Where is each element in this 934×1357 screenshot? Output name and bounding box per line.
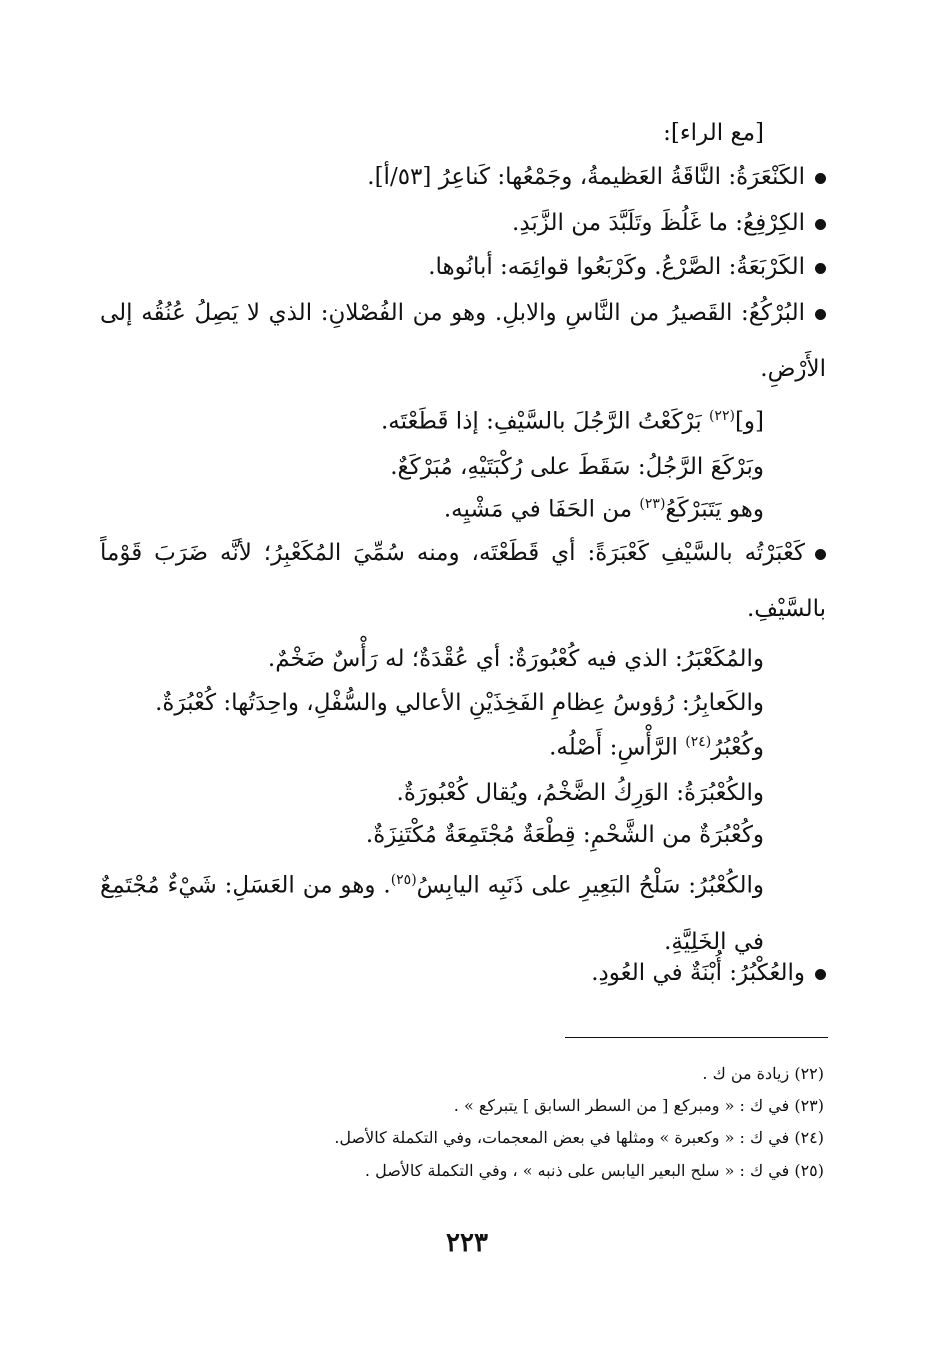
bullet-icon xyxy=(815,173,826,184)
footnote-23: (٢٣) في ك : « ومبركع [ من السطر السابق ] يتبركع » . xyxy=(453,1096,824,1115)
footnote-ref-24: (٢٤) xyxy=(685,734,712,750)
entry-burku: البُرْكُعُ: القَصيرُ من النَّاسِ والابلِ. وهو من الفُصْلانِ: الذي لا يَصِلُ عُنُقُه إلى الأَرْضِ. xyxy=(100,300,826,382)
block2-line2: والكَعابِرُ: رُؤوسُ عِظامِ الفَخِذَيْنِ الأعالي والسُّفْلِ، واحِدَتُها: كُعْبُرَةٌ. xyxy=(155,690,764,716)
bullet-icon xyxy=(815,969,826,980)
footnote-25: (٢٥) في ك : « سلح البعير اليابس على ذنبه » ، وفي التكملة كالأصل . xyxy=(364,1161,824,1180)
entry-karbaa: الكَرْبَعَةُ: الصَّرْعُ. وكَرْبَعُوا قوائِمَه: أبانُوها. xyxy=(428,254,826,280)
bullet-icon xyxy=(815,309,826,320)
footnote-ref-22: (٢٢) xyxy=(708,408,735,424)
block2-line1: والمُكَعْبَرُ: الذي فيه كُعْبُورَةٌ: أي عُقْدَةٌ؛ له رَأْسٌ ضَخْمٌ. xyxy=(267,646,764,672)
entry-kabartu: كَعْبَرْتُه بالسَّيْفِ كَعْبَرَةً: أي قَطَعْتَه، ومنه سُمِّيَ المُكَعْبِرُ؛ لأنَّه ضَرَبَ قَوْماً بالسَّيْفِ. xyxy=(100,540,826,622)
footnote-ref-23: (٢٣) xyxy=(639,496,666,512)
block2-line4: والكُعْبُرَةُ: الوَرِكُ الضَّخْمُ، ويُقال كُعْبُورَةٌ. xyxy=(396,780,764,806)
block2-line3: وكُعْبُرُ$^{(٢٤)}$ الرَّأْسِ: أَصْلُه. xyxy=(549,734,764,761)
bullet-icon xyxy=(815,263,826,274)
block1-line3: وهو يَتَبَرْكَعُ$^{(٢٣)}$ من الحَفَا في مَشْيِه. xyxy=(443,496,764,523)
block2-line6: والكُعْبُرُ: سَلْحُ البَعِيرِ على ذَنَبِه اليابِسُ$^{(٢٥)}$. وهو من العَسَلِ: شَيْءٌ مُجْتَمِعٌ في الخَلِيَّةِ. xyxy=(100,872,764,955)
block1-line2: وبَرْكَعَ الرَّجُلُ: سَقَطَ على رُكْبَتَيْهِ، مُبَرْكَعٌ. xyxy=(390,454,764,480)
footnote-ref-25: (٢٥) xyxy=(390,872,417,888)
block1-line1: [و]$^{(٢٢)}$ بَرْكَعْتُ الرَّجُلَ بالسَّيْفِ: إذا قَطَعْتَه. xyxy=(380,408,764,435)
entry-ukbur: والعُكْبُرُ: أُبْنَةٌ في العُودِ. xyxy=(591,960,826,986)
page-number: ٢٢٣ xyxy=(446,1228,488,1258)
block2-line5: وكُعْبُرَةٌ من الشَّحْمِ: قِطْعَةٌ مُجْتَمِعَةٌ مُكْتَنِزَةٌ. xyxy=(365,822,764,848)
footnote-divider xyxy=(565,1037,828,1038)
bullet-icon xyxy=(815,219,826,230)
footnote-22: (٢٢) زيادة من ك . xyxy=(702,1064,824,1083)
entry-kanara: الكَنْعَرَةُ: النَّاقَةُ العَظيمةُ، وجَمْعُها: كَناعِرُ [٥٣/أ]. xyxy=(367,164,826,190)
footnote-24: (٢٤) في ك : « وكعبرة » ومثلها في بعض المعجمات، وفي التكملة كالأصل. xyxy=(334,1128,824,1147)
section-heading: [مع الراء]: xyxy=(663,120,764,146)
bullet-icon xyxy=(815,549,826,560)
entry-kirfi: الكِرْفِعُ: ما غَلُظَ وتَلَبَّدَ من الزَّبَدِ. xyxy=(512,210,826,236)
